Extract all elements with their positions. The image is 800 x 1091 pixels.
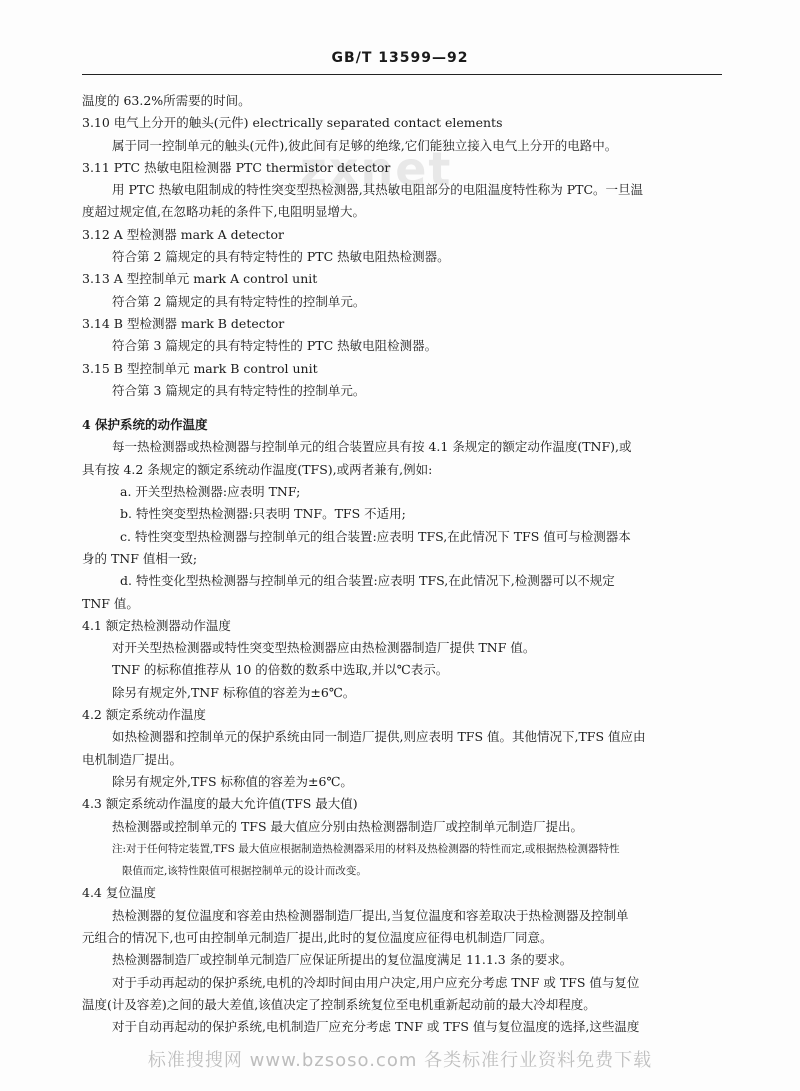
clause-4-4-text: 热检测器的复位温度和容差由热检测器制造厂提出,当复位温度和容差取决于热检测器及控制单 bbox=[112, 907, 629, 923]
text-line: 温度的 63.2%所需要的时间。 bbox=[82, 93, 251, 108]
clause-4-4-text-cont: 元组合的情况下,也可由控制单元制造厂提出,此时的复位温度应征得电机制造厂同意。 bbox=[82, 929, 553, 945]
clause-3-12-heading: 3.12 A 型检测器 mark A detector bbox=[82, 226, 284, 242]
clause-4-1-heading: 4.1 额定热检测器动作温度 bbox=[82, 617, 231, 633]
clause-4-4-text: 对于自动再起动的保护系统,电机制造厂应充分考虑 TNF 或 TFS 值与复位温度的选择,这些温度 bbox=[112, 1019, 640, 1035]
watermark: zxnet bbox=[300, 142, 453, 196]
clause-3-10-heading: 3.10 电气上分开的触头(元件) electrically separated contact elements bbox=[82, 115, 503, 131]
clause-3-11-text: 用 PTC 热敏电阻制成的特性突变型热检测器,其热敏电阻部分的电阻温度特性称为 PTC。一旦温 bbox=[112, 182, 644, 198]
clause-4-2-text: 如热检测器和控制单元的保护系统由同一制造厂提供,则应表明 TFS 值。其他情况下,TFS 值应由 bbox=[112, 729, 646, 745]
list-item-d: d. 特性变化型热检测器与控制单元的组合装置:应表明 TFS,在此情况下,检测器可以不规定 bbox=[120, 573, 615, 589]
clause-3-14-heading: 3.14 B 型检测器 mark B detector bbox=[82, 315, 285, 331]
footer-watermark: 标准搜搜网 www.bzsoso.com 各类标准行业资料免费下载 bbox=[147, 1050, 653, 1071]
clause-3-10-text: 属于同一控制单元的触头(元件),彼此间有足够的绝缘,它们能独立接入电气上分开的电路中。 bbox=[112, 137, 618, 153]
section-spacer bbox=[82, 402, 742, 414]
clause-3-12-text: 符合第 2 篇规定的具有特定特性的 PTC 热敏电阻热检测器。 bbox=[112, 249, 450, 265]
header-rule bbox=[82, 74, 722, 75]
clause-4-1-text: 除另有规定外,TNF 标称值的容差为±6℃。 bbox=[112, 684, 356, 700]
clause-4-2-heading: 4.2 额定系统动作温度 bbox=[82, 707, 206, 723]
clause-4-1-text: 对开关型热检测器或特性突变型热检测器应由热检测器制造厂提供 TNF 值。 bbox=[112, 640, 536, 656]
clause-3-13-heading: 3.13 A 型控制单元 mark A control unit bbox=[82, 271, 318, 287]
list-item-a: a. 开关型热检测器:应表明 TNF; bbox=[120, 484, 301, 500]
list-item-b: b. 特性突变型热检测器:只表明 TNF。TFS 不适用; bbox=[120, 506, 406, 522]
clause-3-15-heading: 3.15 B 型控制单元 mark B control unit bbox=[82, 360, 318, 376]
clause-4-4-text-cont: 温度(计及容差)之间的最大差值,该值决定了控制系统复位至电机重新起动前的最大冷却程度。 bbox=[82, 996, 596, 1012]
list-item-c: c. 特性突变型热检测器与控制单元的组合装置:应表明 TFS,在此情况下 TFS 值可与检测器本 bbox=[120, 528, 631, 544]
clause-3-13-text: 符合第 2 篇规定的具有特定特性的控制单元。 bbox=[112, 293, 366, 309]
list-item-d-cont: TNF 值。 bbox=[82, 595, 139, 611]
clause-4-3-note: 注:对于任何特定装置,TFS 最大值应根据制造热检测器采用的材料及热检测器的特性而定,或根据热检测器特性 bbox=[112, 842, 620, 855]
section-4-title: 4 保护系统的动作温度 bbox=[82, 417, 208, 433]
clause-4-4-heading: 4.4 复位温度 bbox=[82, 885, 156, 901]
clause-3-11-text-cont: 度超过规定值,在忽略功耗的条件下,电阻明显增大。 bbox=[82, 204, 365, 220]
clause-4-3-heading: 4.3 额定系统动作温度的最大允许值(TFS 最大值) bbox=[82, 796, 358, 812]
clause-3-11-heading: 3.11 PTC 热敏电阻检测器 PTC thermistor detector bbox=[82, 159, 391, 175]
clause-4-3-text: 热检测器或控制单元的 TFS 最大值应分别由热检测器制造厂或控制单元制造厂提出。 bbox=[112, 818, 584, 834]
clause-4-1-text: TNF 的标称值推荐从 10 的倍数的数系中选取,并以℃表示。 bbox=[112, 662, 449, 678]
section-4-text: 每一热检测器或热检测器与控制单元的组合装置应具有按 4.1 条规定的额定动作温度(TNF),或 bbox=[112, 439, 632, 455]
page-header-standard-number: GB/T 13599—92 bbox=[331, 50, 469, 66]
section-4-text-cont: 具有按 4.2 条规定的额定系统动作温度(TFS),或两者兼有,例如: bbox=[82, 461, 433, 477]
clause-4-3-note-cont: 限值而定,该特性限值可根据控制单元的设计而改变。 bbox=[122, 865, 367, 878]
clause-4-2-text-cont: 电机制造厂提出。 bbox=[82, 751, 183, 767]
document-body bbox=[82, 90, 742, 1038]
clause-4-4-text: 对于手动再起动的保护系统,电机的冷却时间由用户决定,用户应充分考虑 TNF 或 TFS 值与复位 bbox=[112, 974, 640, 990]
clause-4-4-text: 热检测器制造厂或控制单元制造厂应保证所提出的复位温度满足 11.1.3 条的要求。 bbox=[112, 952, 573, 968]
clause-3-14-text: 符合第 3 篇规定的具有特定特性的 PTC 热敏电阻检测器。 bbox=[112, 338, 438, 354]
clause-3-15-text: 符合第 3 篇规定的具有特定特性的控制单元。 bbox=[112, 382, 366, 398]
list-item-c-cont: 身的 TNF 值相一致; bbox=[82, 550, 198, 566]
clause-4-2-text: 除另有规定外,TFS 标称值的容差为±6℃。 bbox=[112, 773, 353, 789]
